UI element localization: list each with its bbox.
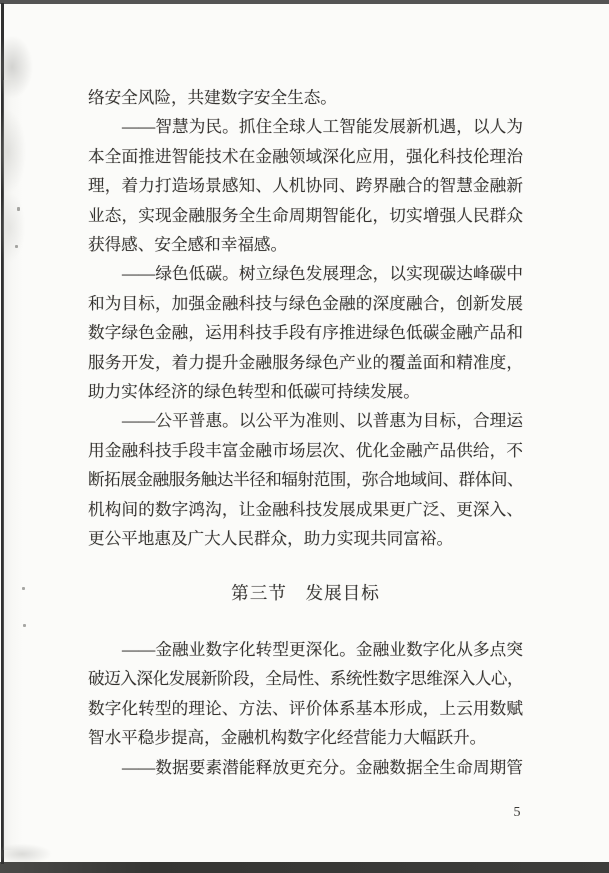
scan-edge-top xyxy=(0,0,609,4)
text-line: 数字绿色金融，运用科技手段有序推进绿色低碳金融产品和 xyxy=(88,323,523,343)
body-text-upper xyxy=(88,83,523,554)
scan-speck xyxy=(23,624,26,627)
page-number: 5 xyxy=(513,805,521,820)
text-line: ——智慧为民。抓住全球人工智能发展新机遇，以人为 xyxy=(122,117,523,137)
text-line: 理，着力打造场景感知、人机协同、跨界融合的智慧金融新 xyxy=(88,176,523,196)
text-line: 更公平地惠及广大人民群众，助力实现共同富裕。 xyxy=(88,529,454,549)
text-line: 断拓展金融服务触达半径和辐射范围，弥合地域间、群体间、 xyxy=(88,470,523,490)
body-text-lower xyxy=(88,635,523,782)
text-line: 破迈入深化发展新阶段，全局性、系统性数字思维深入人心， xyxy=(88,669,523,689)
text-line: ——绿色低碳。树立绿色发展理念，以实现碳达峰碳中 xyxy=(122,264,523,284)
text-line: 机构间的数字鸿沟，让金融科技发展成果更广泛、更深入、 xyxy=(88,499,523,519)
section-heading: 第三节 发展目标 xyxy=(231,583,380,603)
scan-smudge-left-band xyxy=(3,80,23,850)
text-line: 获得感、安全感和幸福感。 xyxy=(88,235,288,255)
text-line: 业态，实现金融服务全生命周期智能化，切实增强人民群众 xyxy=(88,205,523,225)
scan-speck xyxy=(17,207,20,211)
text-line: 服务开发，着力提升金融服务绿色产业的覆盖面和精准度， xyxy=(88,352,523,372)
scan-speck xyxy=(15,245,18,248)
text-line: ——公平普惠。以公平为准则、以普惠为目标，合理运 xyxy=(122,411,523,431)
text-line: ——金融业数字化转型更深化。金融业数字化从多点突 xyxy=(122,640,523,659)
text-line: 数字化转型的理论、方法、评价体系基本形成，上云用数赋 xyxy=(88,698,523,718)
text-line: 络安全风险，共建数字安全生态。 xyxy=(88,88,337,107)
text-line: 智水平稳步提高，金融机构数字化经营能力大幅跃升。 xyxy=(88,728,487,748)
text-line: 助力实体经济的绿色转型和低碳可持续发展。 xyxy=(88,382,420,402)
text-line: 和为目标，加强金融科技与绿色金融的深度融合，创新发展 xyxy=(88,293,523,313)
text-line: 本全面推进智能技术在金融领域深化应用，强化科技伦理治 xyxy=(88,146,523,166)
text-line: 用金融科技手段丰富金融市场层次、优化金融产品供给，不 xyxy=(88,440,523,460)
scan-speck xyxy=(22,587,25,590)
text-line: ——数据要素潜能释放更充分。金融数据全生命周期管 xyxy=(122,757,523,777)
scan-smudge-bottom-left xyxy=(0,838,70,862)
scan-edge-bottom xyxy=(0,862,609,873)
